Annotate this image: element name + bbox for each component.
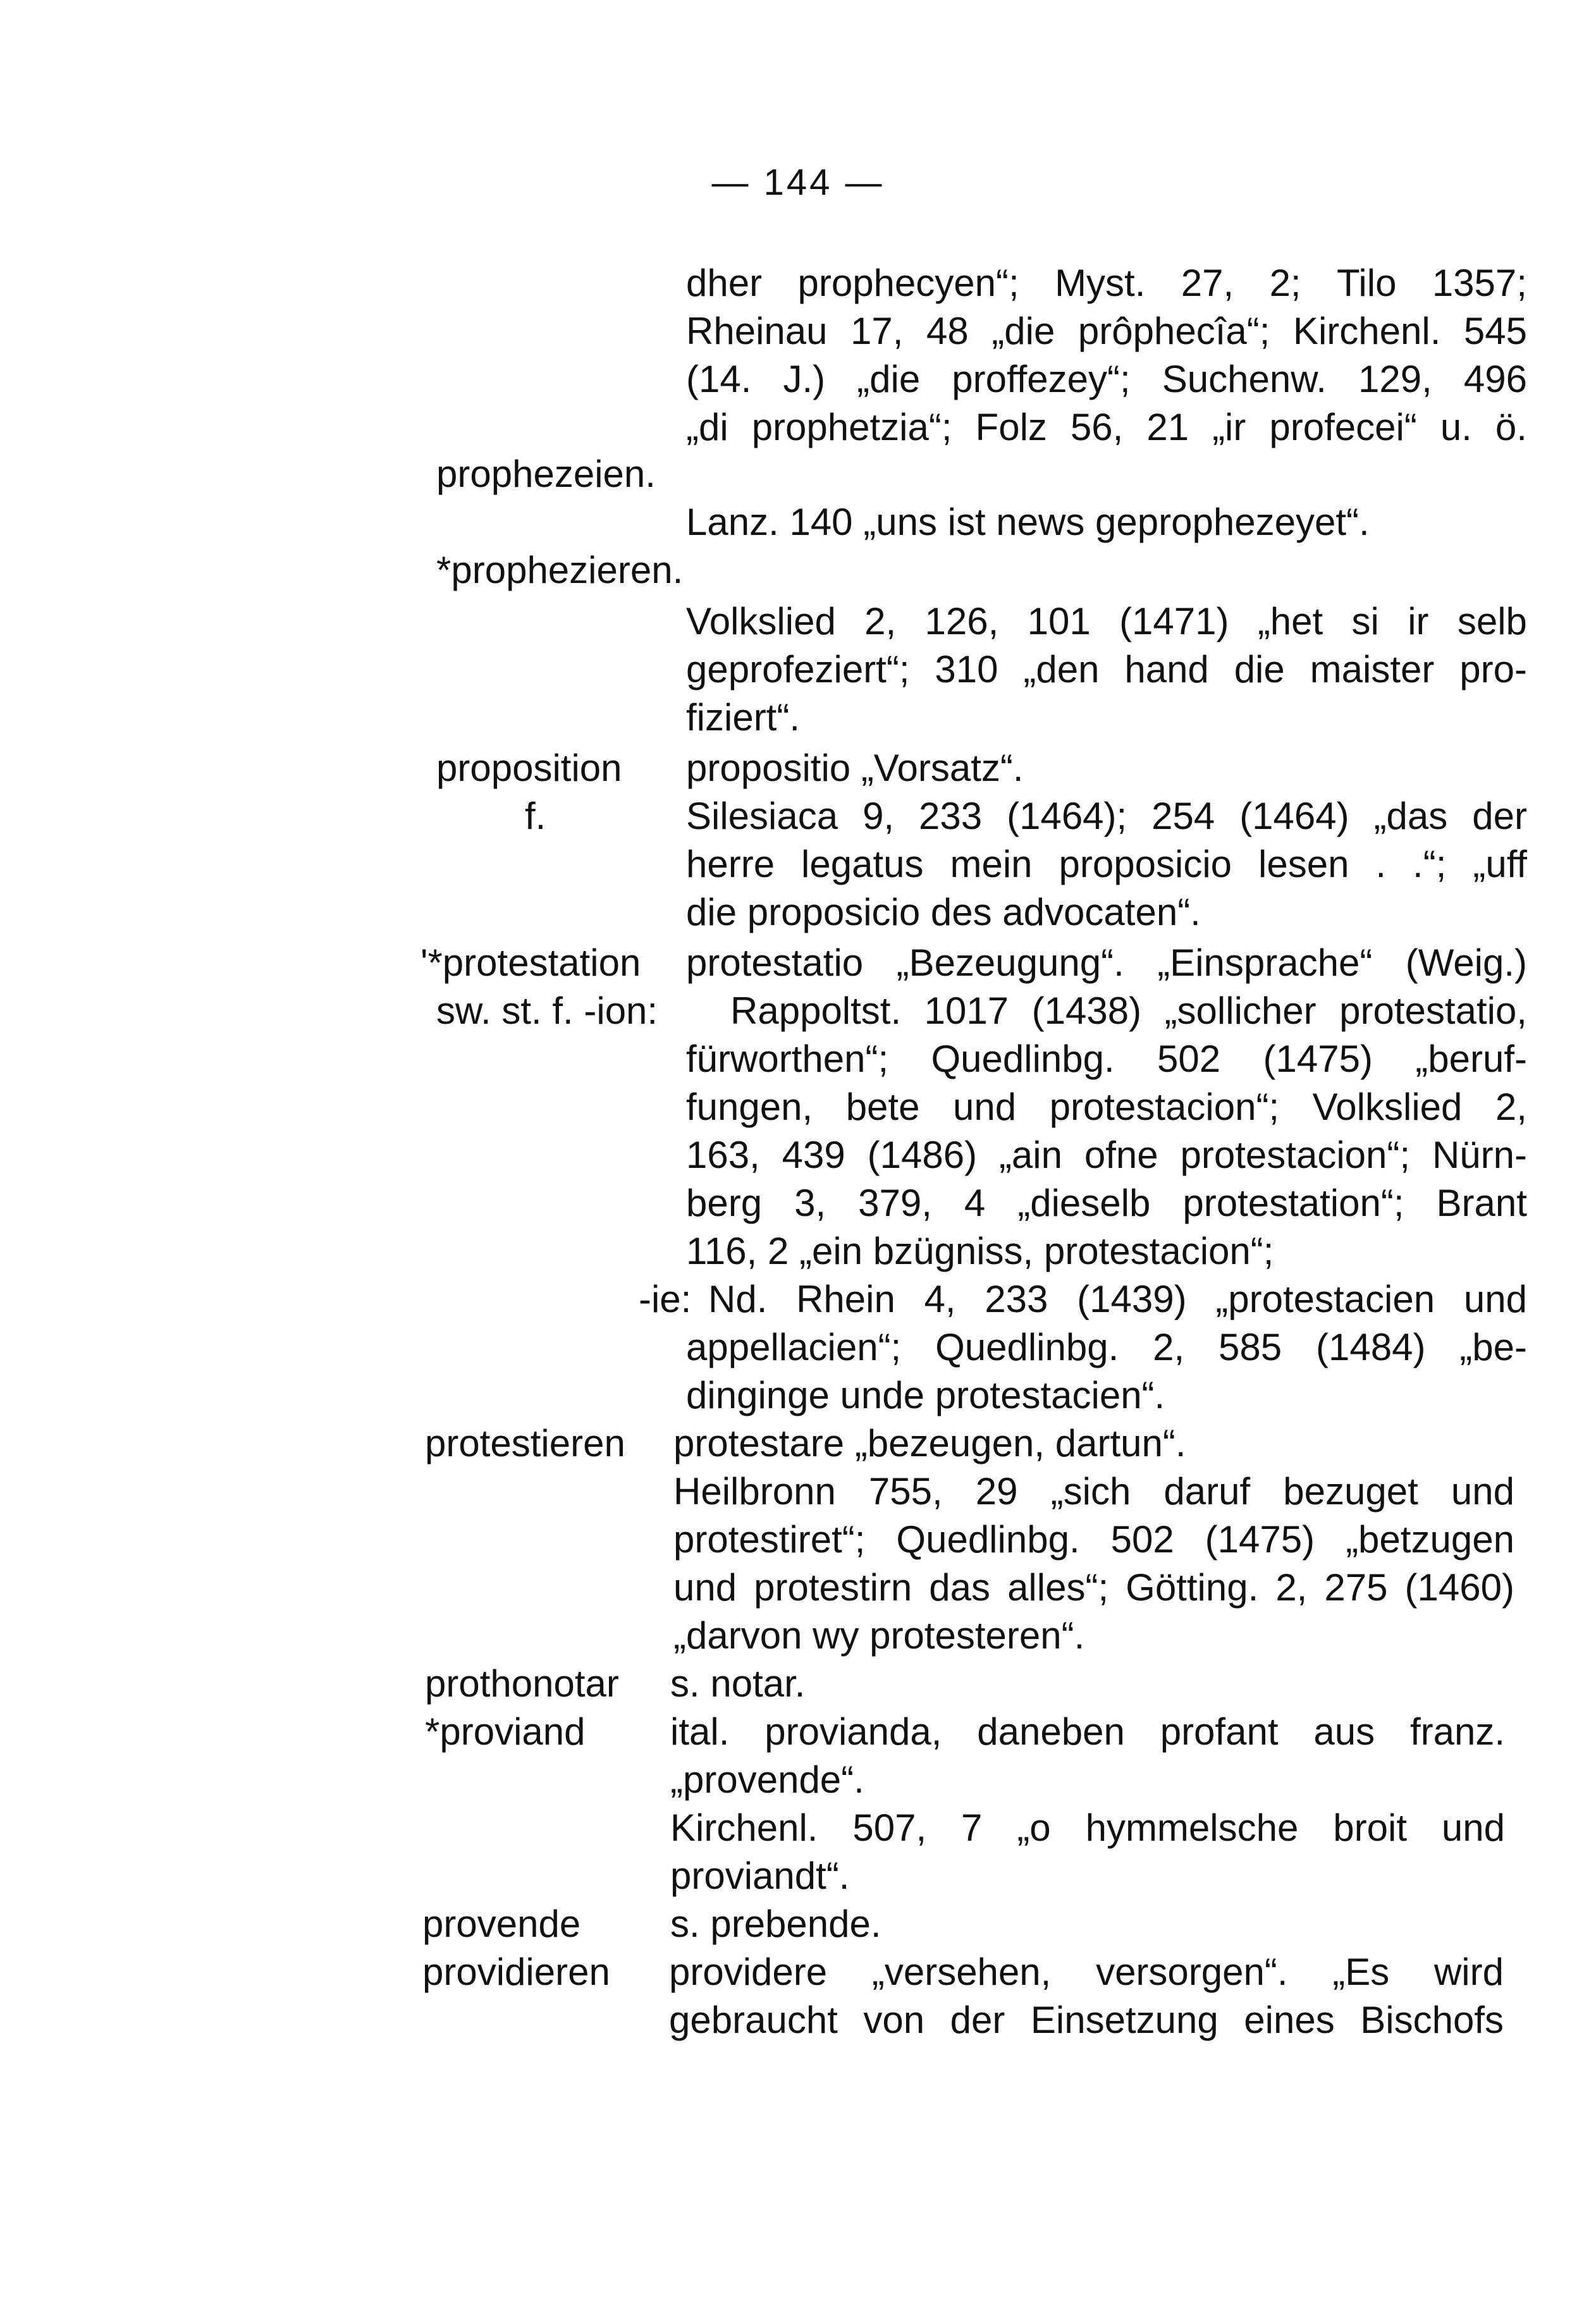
- entry-line: s. notar.: [670, 1662, 806, 1705]
- word: mein: [950, 843, 1033, 885]
- entry-line: [670, 1804, 1505, 1852]
- word: „das: [1373, 795, 1448, 837]
- word: Rappoltst.: [730, 990, 902, 1032]
- word: und: [952, 1086, 1017, 1128]
- word: herre: [686, 843, 775, 885]
- entry-line: [673, 1516, 1514, 1564]
- word: 126,: [924, 600, 999, 642]
- word: 233: [985, 1278, 1048, 1320]
- word: 1017: [924, 990, 1009, 1032]
- entry-line: [686, 259, 1527, 307]
- entry-line: [686, 792, 1527, 840]
- word: 310: [935, 648, 998, 690]
- word: und: [1451, 1470, 1514, 1513]
- entry-line: [686, 1179, 1527, 1227]
- headword-providieren: providieren: [422, 1951, 610, 1993]
- word: eines: [1244, 1999, 1335, 2041]
- word: Nd.: [708, 1278, 768, 1320]
- word: „di: [686, 406, 728, 448]
- word: 755,: [868, 1470, 943, 1513]
- word: selb: [1457, 600, 1527, 642]
- grammar-info: sw. st. f. -ion:: [436, 990, 658, 1032]
- word: (14.: [686, 358, 752, 400]
- word: 4: [964, 1182, 986, 1224]
- word: 56,: [1070, 406, 1124, 448]
- word: 2,: [1275, 1566, 1308, 1609]
- word: 2,: [1495, 1086, 1527, 1128]
- word: 27,: [1181, 262, 1234, 304]
- word: (1464);: [1007, 795, 1127, 837]
- word: ö.: [1495, 406, 1527, 448]
- word: Bischofs: [1360, 1999, 1504, 2041]
- word: 2,: [864, 600, 897, 642]
- word: Quedlinbg.: [931, 1038, 1115, 1080]
- word: 585: [1218, 1326, 1282, 1368]
- word: bete: [845, 1086, 920, 1128]
- word: „Einsprache“: [1157, 942, 1373, 984]
- word: Kirchenl.: [670, 1807, 818, 1849]
- entry-line: s. prebende.: [670, 1903, 881, 1945]
- word: „beruf-: [1415, 1038, 1527, 1080]
- entry-line: [673, 1564, 1514, 1612]
- entry-line: [686, 646, 1527, 694]
- word: „die: [991, 310, 1055, 352]
- entry-line: [686, 403, 1527, 451]
- entry-line: [673, 1468, 1514, 1516]
- word: .: [1375, 843, 1387, 885]
- word: 502: [1157, 1038, 1221, 1080]
- word: 3,: [794, 1182, 826, 1224]
- word: gebraucht: [669, 1999, 838, 2041]
- word: providere: [669, 1951, 828, 1993]
- word: prôphecîa“;: [1077, 310, 1270, 352]
- word: 439: [782, 1134, 845, 1176]
- word: ofne: [1084, 1134, 1158, 1176]
- word: Silesiaca: [686, 795, 838, 837]
- word: .“;: [1413, 843, 1447, 885]
- word: Nürn-: [1432, 1134, 1527, 1176]
- word: hymmelsche: [1085, 1807, 1299, 1849]
- word: Rhein: [796, 1278, 895, 1320]
- entry-line: dinginge unde protestacien“.: [686, 1374, 1165, 1416]
- word: (1484): [1315, 1326, 1426, 1368]
- headword-protestation: '*protestation: [420, 942, 641, 984]
- word: profant: [1160, 1710, 1279, 1753]
- word: von: [863, 1999, 925, 2041]
- word: u.: [1440, 406, 1472, 448]
- word: legatus: [801, 843, 924, 885]
- word: „dieselb: [1017, 1182, 1151, 1224]
- word: Tilo: [1336, 262, 1397, 304]
- word: „die: [857, 358, 921, 400]
- word: 233: [919, 795, 983, 837]
- word: 2,: [1153, 1326, 1185, 1368]
- word: 275: [1324, 1566, 1388, 1609]
- word: 4,: [924, 1278, 956, 1320]
- word: hand: [1124, 648, 1209, 690]
- word: Einsetzung: [1030, 1999, 1218, 2041]
- entry-line: [686, 355, 1527, 403]
- word: versorgen“.: [1096, 1951, 1288, 1993]
- word: 7: [961, 1807, 983, 1849]
- entry-line: „darvon wy protesteren“.: [673, 1614, 1085, 1657]
- word: ir: [1408, 600, 1429, 642]
- headword-provende: provende: [422, 1903, 581, 1945]
- word: daruf: [1163, 1470, 1251, 1513]
- word: 163,: [686, 1134, 760, 1176]
- word: fürworthen“;: [686, 1038, 889, 1080]
- entry-line: „provende“.: [670, 1758, 864, 1801]
- word: Folz: [975, 406, 1047, 448]
- entry-line: fiziert“.: [686, 696, 800, 739]
- entry-line: protestare „bezeugen, dartun“.: [673, 1422, 1186, 1464]
- word: „Es: [1332, 1951, 1390, 1993]
- word: daneben: [977, 1710, 1125, 1753]
- entry-line: [669, 1948, 1504, 1996]
- word: appellacien“;: [686, 1326, 902, 1368]
- entry-line: [686, 1131, 1527, 1179]
- entry-line: Lanz. 140 „uns ist news geprophezeyet“.: [686, 501, 1370, 543]
- word: alles“;: [1007, 1566, 1109, 1609]
- word: und: [1463, 1278, 1527, 1320]
- headword-protestieren: protestieren: [425, 1422, 625, 1464]
- word: der: [950, 1999, 1005, 2041]
- word: protestacion“;: [1180, 1134, 1411, 1176]
- word: ital.: [670, 1710, 730, 1753]
- word: protestatio: [686, 942, 864, 984]
- word: 29: [975, 1470, 1018, 1513]
- word: „Bezeugung“.: [896, 942, 1124, 984]
- word: „betzugen: [1346, 1518, 1514, 1561]
- word: und: [1441, 1807, 1505, 1849]
- word: proffezey“;: [952, 358, 1131, 400]
- word: (1475): [1263, 1038, 1373, 1080]
- word: „ir: [1212, 406, 1246, 448]
- word: geprofeziert“;: [686, 648, 910, 690]
- word: „protestacien: [1215, 1278, 1435, 1320]
- entry-line: [686, 840, 1527, 888]
- entry-line: die proposicio des advocaten“.: [686, 891, 1201, 933]
- word: dher: [686, 262, 763, 304]
- word: berg: [686, 1182, 763, 1224]
- word: Quedlinbg.: [935, 1326, 1119, 1368]
- word: „ain: [998, 1134, 1063, 1176]
- entry-line: proviandt“.: [670, 1855, 850, 1897]
- word: maister: [1310, 648, 1435, 690]
- word: und: [673, 1566, 737, 1609]
- word: wird: [1433, 1951, 1504, 1993]
- word: protestation“;: [1182, 1182, 1404, 1224]
- word: (1475): [1205, 1518, 1315, 1561]
- headword-proposition: proposition: [436, 747, 622, 789]
- word: 48: [926, 310, 969, 352]
- entry-line: [686, 939, 1527, 987]
- word: (1460): [1404, 1566, 1514, 1609]
- page-number: — 144 —: [711, 162, 885, 203]
- word: pro-: [1459, 648, 1527, 690]
- word: „den: [1023, 648, 1100, 690]
- word: Myst.: [1055, 262, 1146, 304]
- word: 129,: [1358, 358, 1432, 400]
- word: si: [1351, 600, 1379, 642]
- entry-line: [686, 307, 1527, 355]
- word: Kirchenl.: [1292, 310, 1441, 352]
- word: aus: [1313, 1710, 1375, 1753]
- entry-line: propositio „Vorsatz“.: [686, 747, 1024, 789]
- word: prophecyen“;: [797, 262, 1019, 304]
- word: lesen: [1258, 843, 1349, 885]
- word: 496: [1463, 358, 1527, 400]
- word: 379,: [858, 1182, 932, 1224]
- entry-line: [669, 1996, 1504, 2044]
- word: 21: [1146, 406, 1189, 448]
- word: provianda,: [764, 1710, 942, 1753]
- entry-line: [686, 1323, 1527, 1372]
- word: die: [1234, 648, 1285, 690]
- word: J.): [783, 358, 826, 400]
- word: Heilbronn: [673, 1470, 836, 1513]
- entry-line: [730, 987, 1527, 1035]
- word: „uff: [1473, 843, 1527, 885]
- word: 9,: [862, 795, 895, 837]
- word: 1357;: [1432, 262, 1527, 304]
- word: (1486): [867, 1134, 978, 1176]
- grammar-ie: -ie:: [639, 1278, 692, 1320]
- word: (1439): [1077, 1278, 1187, 1320]
- word: „be-: [1459, 1326, 1527, 1368]
- word: Quedlinbg.: [896, 1518, 1080, 1561]
- word: protestacion“;: [1049, 1086, 1280, 1128]
- grammar-gender: f.: [525, 795, 546, 837]
- entry-line: [686, 1083, 1527, 1131]
- word: der: [1472, 795, 1527, 837]
- word: „het: [1257, 600, 1323, 642]
- word: Volkslied: [686, 600, 836, 642]
- word: (Weig.): [1405, 942, 1527, 984]
- word: „o: [1017, 1807, 1051, 1849]
- entry-line: 116, 2 „ein bzügniss, protestacion“;: [686, 1230, 1274, 1272]
- word: Suchenw.: [1162, 358, 1327, 400]
- word: broit: [1333, 1807, 1407, 1849]
- word: proposicio: [1059, 843, 1232, 885]
- word: (1471): [1119, 600, 1229, 642]
- word: protestatio,: [1339, 990, 1527, 1032]
- word: das: [929, 1566, 991, 1609]
- word: franz.: [1409, 1710, 1505, 1753]
- word: 101: [1027, 600, 1091, 642]
- word: profecei“: [1269, 406, 1417, 448]
- word: 502: [1110, 1518, 1174, 1561]
- word: protestiret“;: [673, 1518, 866, 1561]
- entry-line: [686, 598, 1527, 646]
- word: fungen,: [686, 1086, 813, 1128]
- word: bezuget: [1283, 1470, 1418, 1513]
- word: 507,: [852, 1807, 927, 1849]
- headword-prophezeien: prophezeien.: [436, 453, 656, 495]
- word: Götting.: [1126, 1566, 1259, 1609]
- word: „sich: [1050, 1470, 1131, 1513]
- word: (1464): [1239, 795, 1349, 837]
- word: Rheinau: [686, 310, 828, 352]
- headword-prophezieren: *prophezieren.: [436, 549, 684, 591]
- word: prophetzia“;: [751, 406, 952, 448]
- entry-line: [686, 1035, 1527, 1083]
- word: 17,: [850, 310, 904, 352]
- entry-line: [670, 1708, 1505, 1756]
- word: 2;: [1269, 262, 1301, 304]
- word: protestirn: [754, 1566, 912, 1609]
- word: „versehen,: [871, 1951, 1052, 1993]
- word: 545: [1463, 310, 1527, 352]
- headword-prothonotar: prothonotar: [425, 1662, 619, 1705]
- word: 254: [1151, 795, 1215, 837]
- word: Brant: [1436, 1182, 1527, 1224]
- word: (1438): [1031, 990, 1142, 1032]
- headword-proviand: *proviand: [425, 1710, 586, 1753]
- word: „sollicher: [1164, 990, 1317, 1032]
- word: Volkslied: [1312, 1086, 1463, 1128]
- entry-line: [708, 1275, 1527, 1323]
